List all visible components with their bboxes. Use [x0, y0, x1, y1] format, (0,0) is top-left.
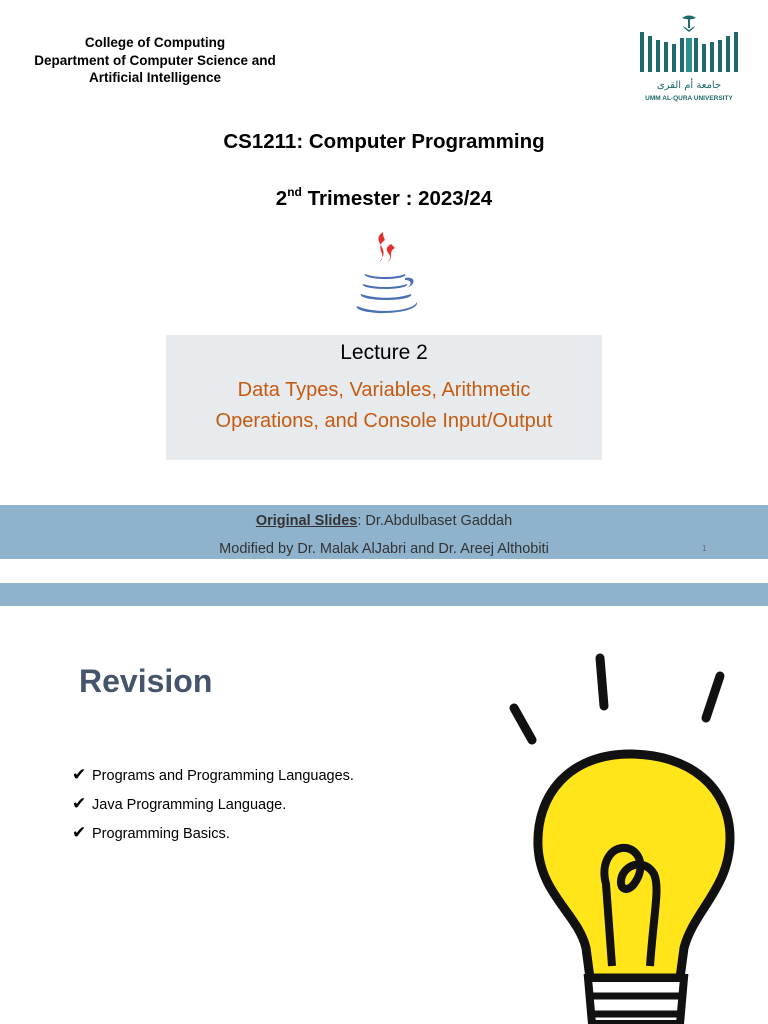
list-item — [72, 819, 354, 848]
trimester-line — [0, 185, 768, 211]
checkmark-icon: ✔ — [72, 794, 87, 813]
modified-by-line: Modified by Dr. Malak AlJabri and Dr. Areej Althobiti — [219, 541, 549, 557]
college-heading — [0, 34, 310, 87]
course-title: CS1211: Computer Programming — [223, 130, 545, 153]
original-slides-line — [0, 513, 768, 529]
slide-title: Revision — [79, 663, 213, 699]
light-rays-icon — [514, 658, 720, 740]
lecture-title-line-1: Data Types, Variables, Arithmetic — [237, 379, 531, 401]
bullet-list — [72, 761, 354, 848]
header-band — [0, 583, 768, 606]
list-item — [72, 790, 354, 819]
logo-emblem-icon — [640, 16, 738, 73]
logo-arabic-text: جامعة أم القرى — [656, 80, 722, 91]
college-line-2: Department of Computer Science and — [34, 52, 276, 68]
slide-number: 1 — [702, 544, 707, 553]
lecture-box — [166, 335, 602, 460]
bullet-text: Programming Basics. — [92, 826, 230, 842]
trimester-text: Trimester : 2023/24 — [301, 187, 493, 210]
trimester-ordinal: 2 — [275, 187, 288, 210]
college-line-3: Artificial Intelligence — [88, 70, 222, 85]
original-slides-author: : Dr.Abdulbaset Gaddah — [357, 513, 513, 529]
university-logo — [630, 14, 748, 106]
bullet-text: Java Programming Language. — [92, 797, 287, 813]
trimester-ordinal-suffix: nd — [287, 185, 302, 199]
java-cup-icon — [339, 228, 429, 318]
checkmark-icon: ✔ — [72, 823, 87, 842]
original-slides-label: Original Slides — [255, 513, 358, 529]
college-line-1: College of Computing — [84, 35, 226, 50]
checkmark-icon: ✔ — [72, 765, 87, 784]
lecture-title-line-2: Operations, and Console Input/Output — [215, 410, 553, 432]
logo-english-text: UMM AL-QURA UNIVERSITY — [645, 95, 733, 102]
lecture-number: Lecture 2 — [340, 341, 428, 364]
credits-band — [0, 505, 768, 559]
lecture-title — [166, 375, 602, 437]
bullet-text: Programs and Programming Languages. — [92, 768, 354, 784]
light-bulb-icon — [508, 648, 738, 1024]
list-item — [72, 761, 354, 790]
revision-slide — [0, 583, 768, 1024]
